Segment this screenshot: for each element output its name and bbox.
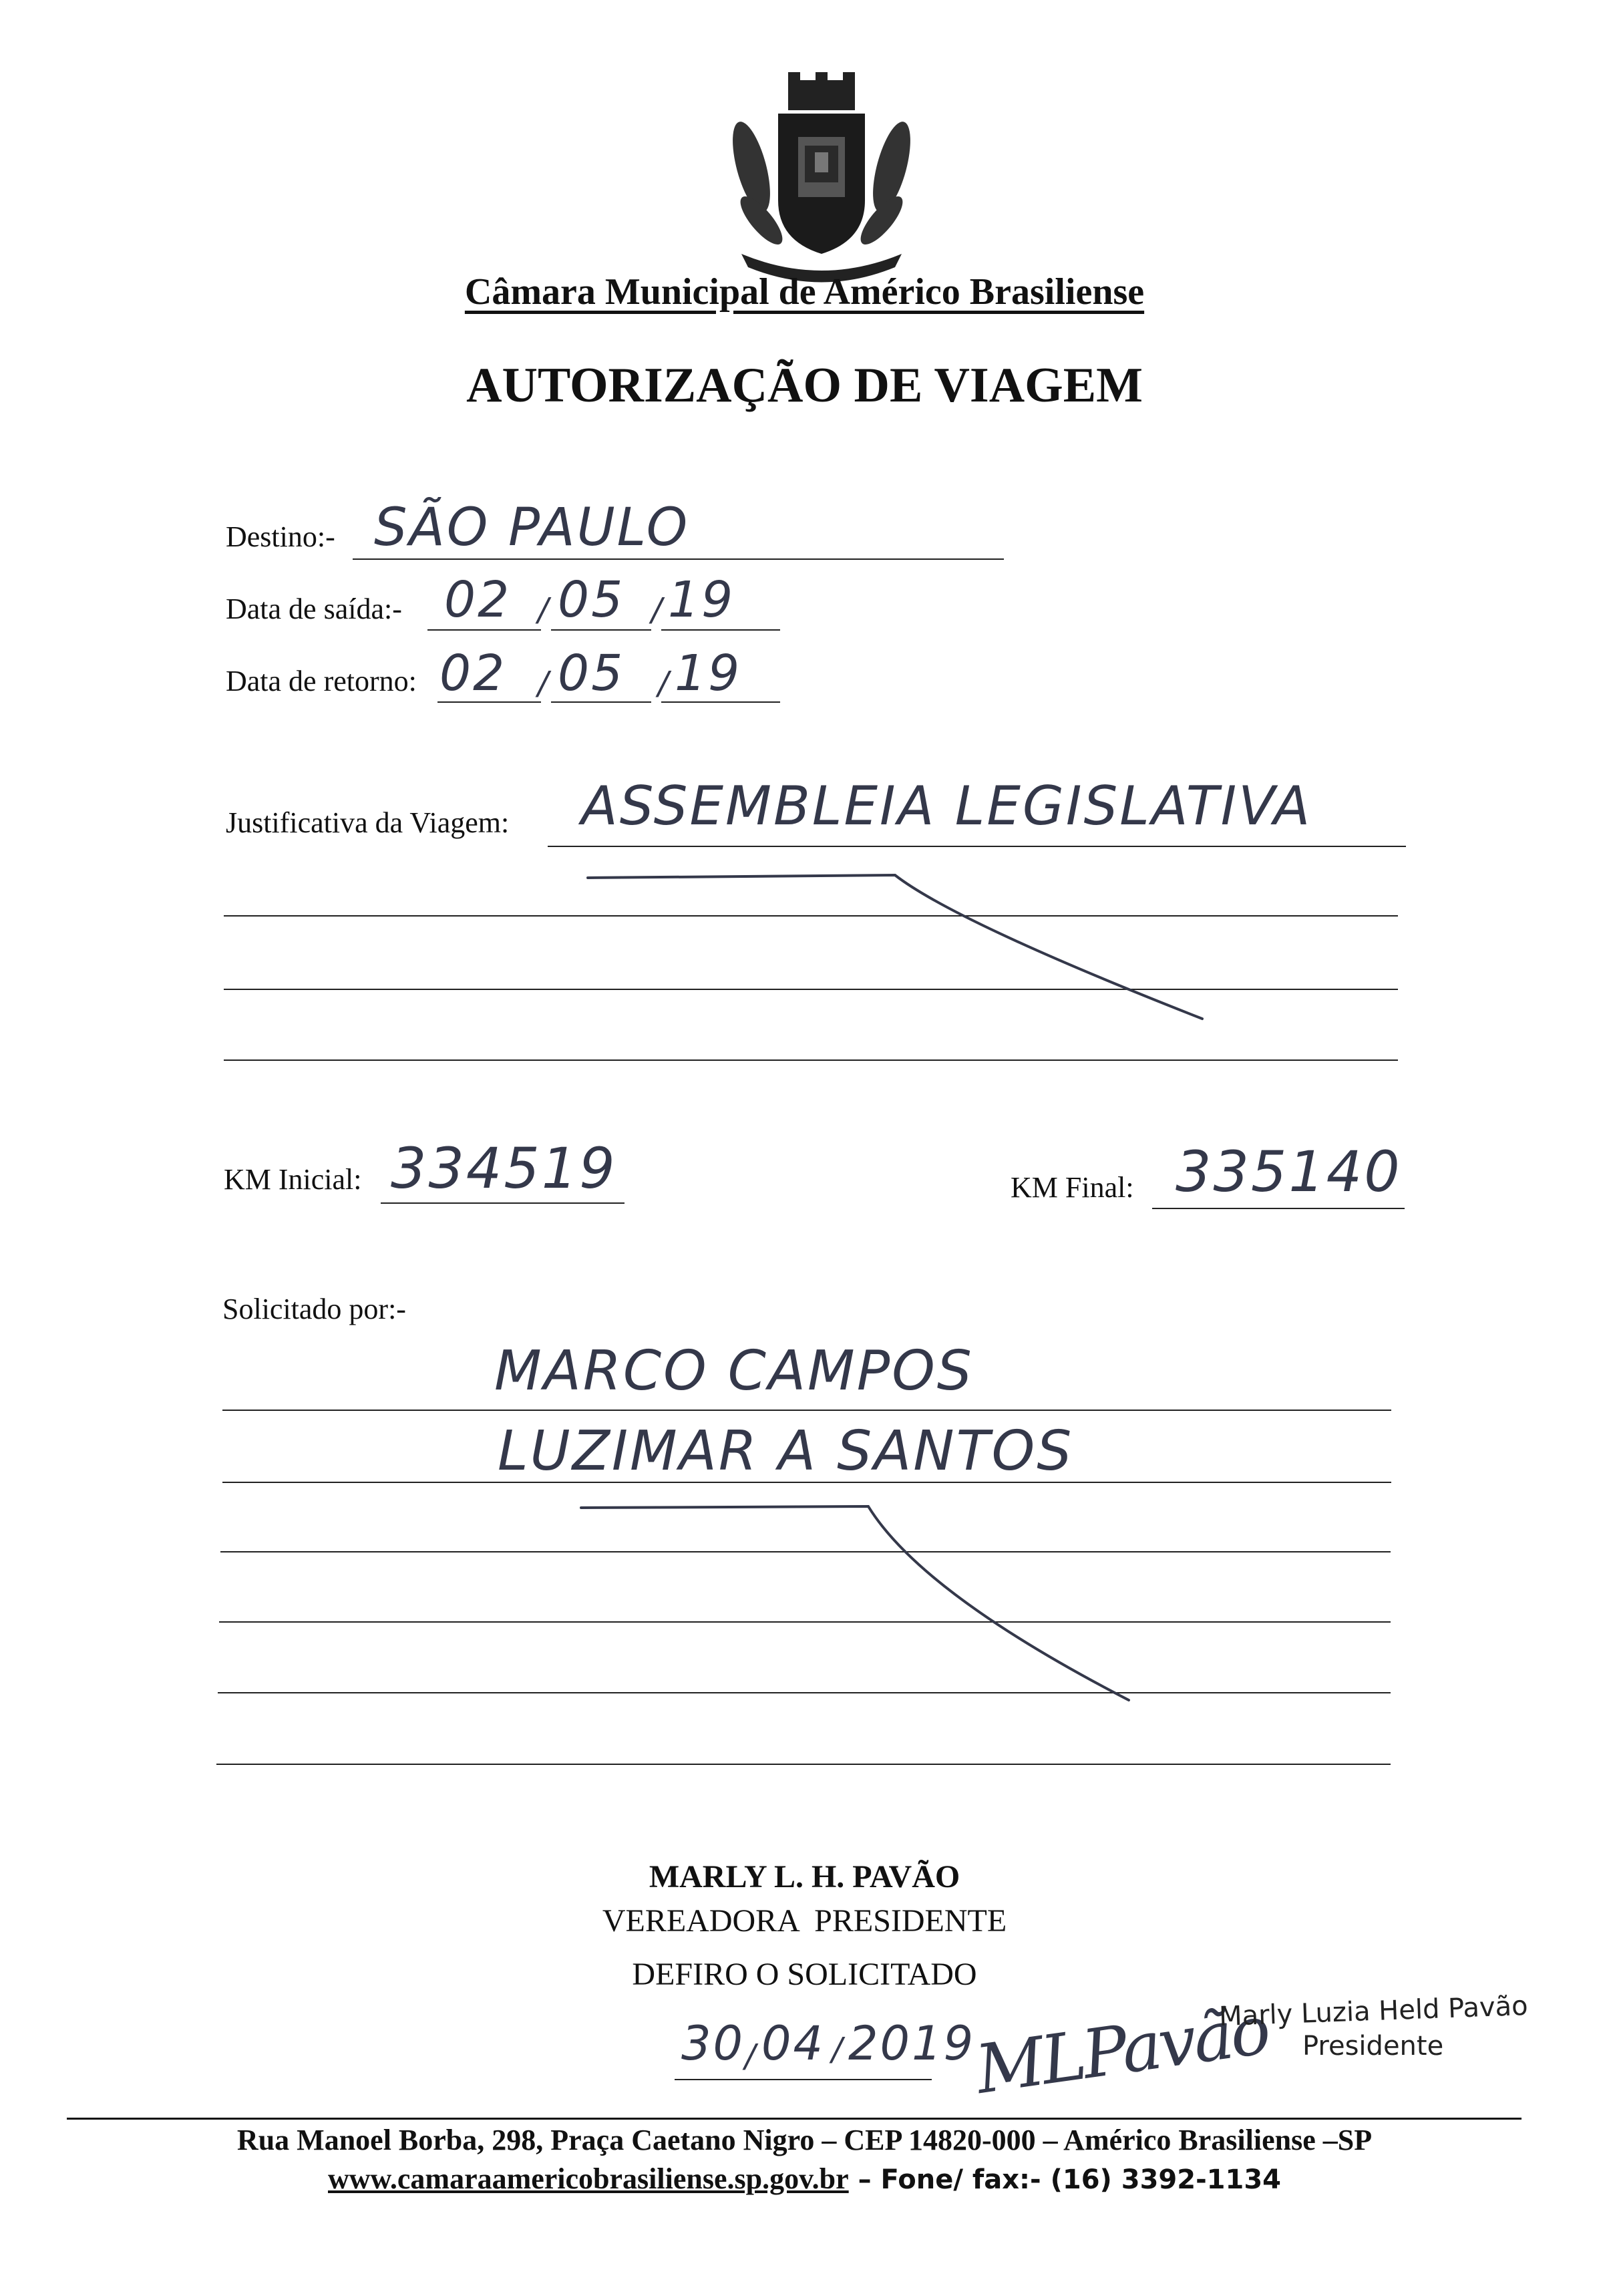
- data-saida-year: 19: [668, 571, 735, 629]
- approval-decision: DEFIRO O SOLICITADO: [632, 1957, 977, 1992]
- justificativa-label: Justificativa da Viagem:: [226, 806, 510, 839]
- footer-divider: [67, 2118, 1522, 2120]
- data-retorno-line-day: [437, 701, 541, 703]
- solicitado-label: Solicitado por:-: [222, 1293, 406, 1325]
- data-saida-label: Data de saída:-: [226, 593, 402, 625]
- data-retorno-slash-2: /: [658, 665, 669, 702]
- footer-address: Rua Manoel Borba, 298, Praça Caetano Nigro – CEP 14820-000 – Américo Brasiliense –SP: [236, 2124, 1373, 2156]
- solicitado-cancel-stroke: [574, 1500, 1142, 1707]
- data-retorno-line-year: [661, 701, 780, 703]
- data-retorno-month: 05: [558, 645, 625, 702]
- justificativa-cancel-stroke: [581, 868, 1216, 1029]
- signature: MLPavão: [970, 1990, 1273, 2110]
- km-inicial-value: 334519: [391, 1136, 617, 1201]
- data-saida-line-day: [427, 629, 541, 631]
- approver-role: VEREADORA PRESIDENTE: [602, 1903, 1007, 1939]
- approval-date-line: [675, 2079, 932, 2080]
- approval-date-month: 04: [761, 2016, 826, 2071]
- coat-of-arms-logo: [721, 67, 922, 287]
- stamp-role: Presidente: [1302, 2031, 1444, 2062]
- data-retorno-year: 19: [675, 645, 742, 702]
- destino-label: Destino:-: [226, 520, 335, 553]
- km-final-label: KM Final:: [1011, 1171, 1134, 1204]
- footer-phone: – Fone/ fax:- (16) 3392-1134: [848, 2164, 1281, 2195]
- justificativa-line-1: [548, 846, 1406, 847]
- stamp-name: Marly Luzia Held Pavão: [1218, 1990, 1529, 2033]
- km-final-line: [1152, 1208, 1405, 1209]
- solicitante-1: MARCO CAMPOS: [494, 1339, 974, 1403]
- approval-date-slash-2: /: [832, 2031, 843, 2068]
- footer-website-link[interactable]: www.camaraamericobrasiliense.sp.gov.br: [327, 2162, 849, 2195]
- solicitado-line-1: [222, 1410, 1391, 1411]
- document-title: AUTORIZAÇÃO DE VIAGEM: [466, 358, 1143, 413]
- solicitado-line-6: [216, 1764, 1391, 1765]
- data-saida-day: 02: [444, 571, 512, 629]
- justificativa-value: ASSEMBLEIA LEGISLATIVA: [581, 775, 1312, 837]
- km-final-value: 335140: [1176, 1139, 1402, 1204]
- data-saida-slash-1: /: [538, 591, 549, 629]
- footer-contact: [0, 2162, 1609, 2196]
- data-retorno-line-month: [551, 701, 651, 703]
- approval-date-day: 30: [681, 2016, 745, 2071]
- data-retorno-label: Data de retorno:: [226, 665, 417, 697]
- solicitante-2: LUZIMAR A SANTOS: [498, 1420, 1074, 1483]
- approver-name: MARLY L. H. PAVÃO: [649, 1859, 960, 1895]
- km-inicial-label: KM Inicial:: [224, 1163, 362, 1196]
- km-inicial-line: [381, 1202, 624, 1204]
- justificativa-line-4: [224, 1059, 1398, 1061]
- data-saida-line-month: [551, 629, 651, 631]
- solicitado-line-2: [222, 1482, 1391, 1483]
- approval-date-year: 2019: [848, 2016, 976, 2071]
- data-saida-slash-2: /: [651, 591, 663, 629]
- approval-date-slash-1: /: [745, 2037, 756, 2075]
- data-saida-month: 05: [558, 571, 625, 629]
- data-retorno-slash-1: /: [538, 665, 549, 702]
- data-retorno-day: 02: [439, 645, 507, 702]
- data-saida-line-year: [661, 629, 780, 631]
- institution-name: Câmara Municipal de Américo Brasiliense: [464, 271, 1145, 313]
- destino-line: [353, 558, 1004, 560]
- destino-value: SÃO PAULO: [374, 498, 690, 558]
